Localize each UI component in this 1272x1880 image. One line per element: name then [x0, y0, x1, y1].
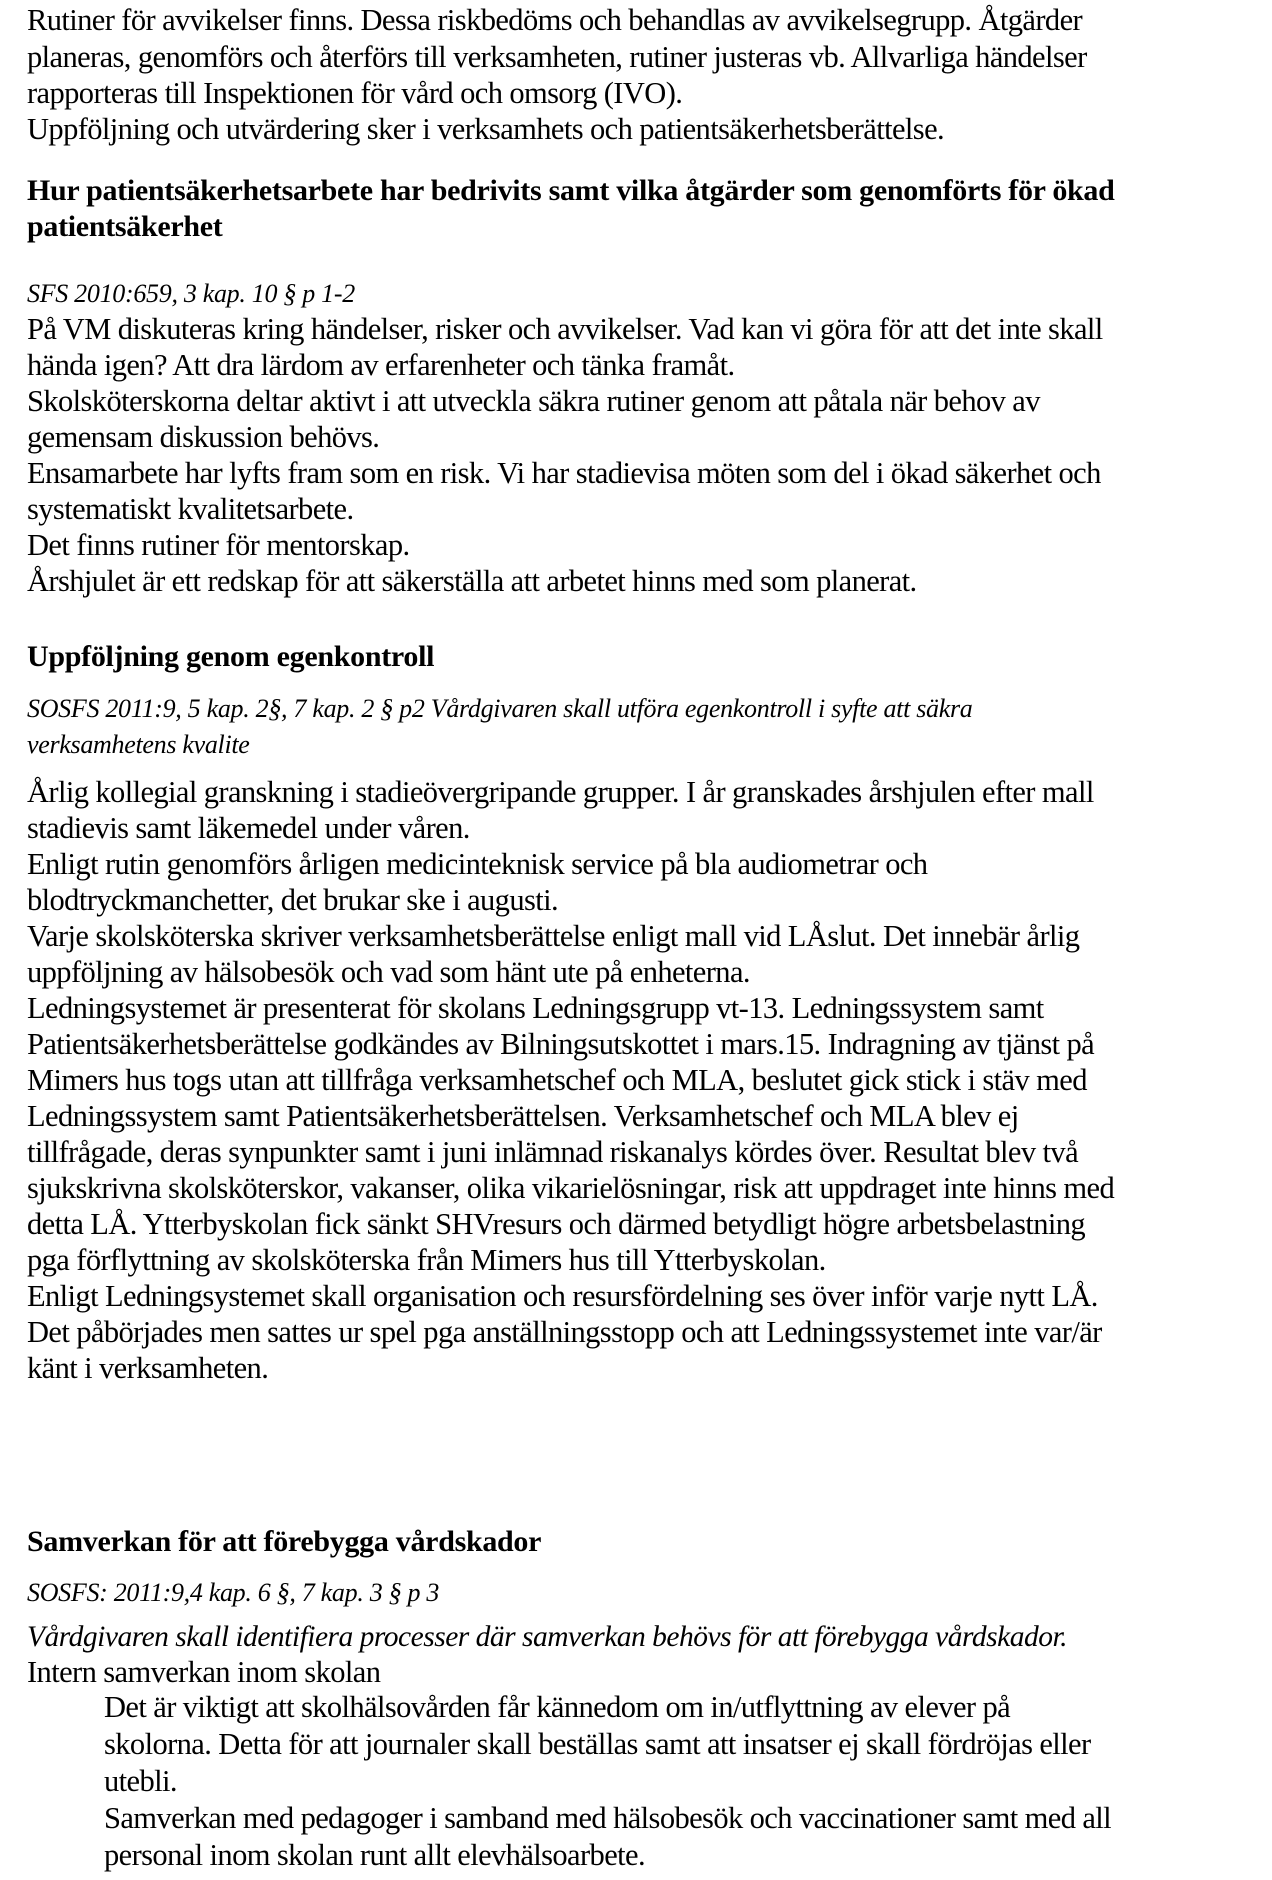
- section1-body-line-6: systematiskt kvalitetsarbete.: [27, 492, 354, 526]
- section2-body-line-10: Ledningssystem samt Patientsäkerhetsberättelsen. Verksamhetschef och MLA blev ej: [27, 1099, 1019, 1133]
- section2-body-line-5: Varje skolsköterska skriver verksamhetsberättelse enligt mall vid LÅslut. Det innebär årlig: [27, 919, 1080, 953]
- section1-body-line-4: gemensam diskussion behövs.: [27, 420, 380, 454]
- section3-statement: Vårdgivaren skall identifiera processer där samverkan behövs för att förebygga vårdskador.: [27, 1621, 1068, 1653]
- section2-body-line-3: Enligt rutin genomförs årligen medicinteknisk service på bla audiometrar och: [27, 847, 928, 881]
- section3-indented-line-1: Det är viktigt att skolhälsovården får kännedom om in/utflyttning av elever på: [104, 1690, 1011, 1724]
- intro-line-2: planeras, genomförs och återförs till verksamheten, rutiner justeras vb. Allvarliga händelser: [27, 40, 1087, 74]
- section2-body-line-12: sjukskrivna skolsköterskor, vakanser, olika vikarielösningar, risk att uppdraget inte hinns med: [27, 1171, 1115, 1205]
- section2-body-line-13: detta LÅ. Ytterbyskolan fick sänkt SHVresurs och därmed betydligt högre arbetsbelastning: [27, 1207, 1086, 1241]
- section2-body-line-15: Enligt Ledningsystemet skall organisation och resursfördelning ses över inför varje nytt LÅ.: [27, 1279, 1098, 1313]
- section1-body-line-7: Det finns rutiner för mentorskap.: [27, 528, 410, 562]
- intro-line-1: Rutiner för avvikelser finns. Dessa riskbedöms och behandlas av avvikelsegrupp. Åtgärder: [27, 3, 1083, 37]
- section1-body-line-5: Ensamarbete har lyfts fram som en risk. Vi har stadievisa möten som del i ökad säkerhet och: [27, 456, 1101, 490]
- section2-body-line-7: Ledningsystemet är presenterat för skolans Ledningsgrupp vt-13. Ledningssystem samt: [27, 991, 1044, 1025]
- section2-body-line-1: Årlig kollegial granskning i stadieövergripande grupper. I år granskades årshjulen efter mall: [27, 775, 1094, 809]
- section3-subheading: Intern samverkan inom skolan: [27, 1655, 381, 1689]
- section1-body-line-3: Skolsköterskorna deltar aktivt i att utveckla säkra rutiner genom att påtala när behov av: [27, 384, 1040, 418]
- intro-line-4: Uppföljning och utvärdering sker i verksamhets och patientsäkerhetsberättelse.: [27, 112, 945, 146]
- section1-reference: SFS 2010:659, 3 kap. 10 § p 1-2: [27, 279, 355, 308]
- section2-body-line-2: stadievis samt läkemedel under våren.: [27, 811, 470, 845]
- section2-body-line-16: Det påbörjades men sattes ur spel pga anställningsstopp och att Ledningssystemet inte var/är: [27, 1315, 1102, 1349]
- section2-body-line-9: Mimers hus togs utan att tillfråga verksamhetschef och MLA, beslutet gick stick i stäv med: [27, 1063, 1087, 1097]
- section1-heading-line-1: Hur patientsäkerhetsarbete har bedrivits samt vilka åtgärder som genomförts för ökad: [27, 174, 1115, 207]
- section2-heading: Uppföljning genom egenkontroll: [27, 640, 435, 673]
- section3-heading: Samverkan för att förebygga vårdskador: [27, 1525, 542, 1558]
- section2-reference-line-2: verksamhetens kvalite: [27, 730, 250, 759]
- section1-body-line-2: hända igen? Att dra lärdom av erfarenheter och tänka framåt.: [27, 348, 735, 382]
- section2-body-line-6: uppföljning av hälsobesök och vad som hänt ute på enheterna.: [27, 955, 750, 989]
- section1-heading-line-2: patientsäkerhet: [27, 210, 223, 243]
- intro-line-3: rapporteras till Inspektionen för vård och omsorg (IVO).: [27, 76, 683, 110]
- section3-indented-line-3: utebli.: [104, 1764, 177, 1798]
- section2-reference-line-1: SOSFS 2011:9, 5 kap. 2§, 7 kap. 2 § p2 Vårdgivaren skall utföra egenkontroll i syfte att säkra: [27, 694, 973, 723]
- section3-indented-line-5: personal inom skolan runt allt elevhälsoarbete.: [104, 1838, 645, 1872]
- section2-body-line-8: Patientsäkerhetsberättelse godkändes av Bilningsutskottet i mars.15. Indragning av tjänst på: [27, 1027, 1095, 1061]
- section3-indented-line-4: Samverkan med pedagoger i samband med hälsobesök och vaccinationer samt med all: [104, 1801, 1112, 1835]
- section2-body-line-4: blodtryckmanchetter, det brukar ske i augusti.: [27, 883, 559, 917]
- section1-body-line-1: På VM diskuteras kring händelser, risker och avvikelser. Vad kan vi göra för att det inte skall: [27, 312, 1103, 346]
- section2-body-line-17: känt i verksamheten.: [27, 1351, 269, 1385]
- section3-indented-line-2: skolorna. Detta för att journaler skall beställas samt att insatser ej skall fördröjas eller: [104, 1727, 1091, 1761]
- section2-body-line-11: tillfrågade, deras synpunkter samt i juni inlämnad riskanalys kördes över. Resultat blev två: [27, 1135, 1079, 1169]
- section1-body-line-8: Årshjulet är ett redskap för att säkerställa att arbetet hinns med som planerat.: [27, 564, 917, 598]
- section3-reference: SOSFS: 2011:9,4 kap. 6 §, 7 kap. 3 § p 3: [27, 1578, 440, 1607]
- section2-body-line-14: pga förflyttning av skolsköterska från Mimers hus till Ytterbyskolan.: [27, 1243, 826, 1277]
